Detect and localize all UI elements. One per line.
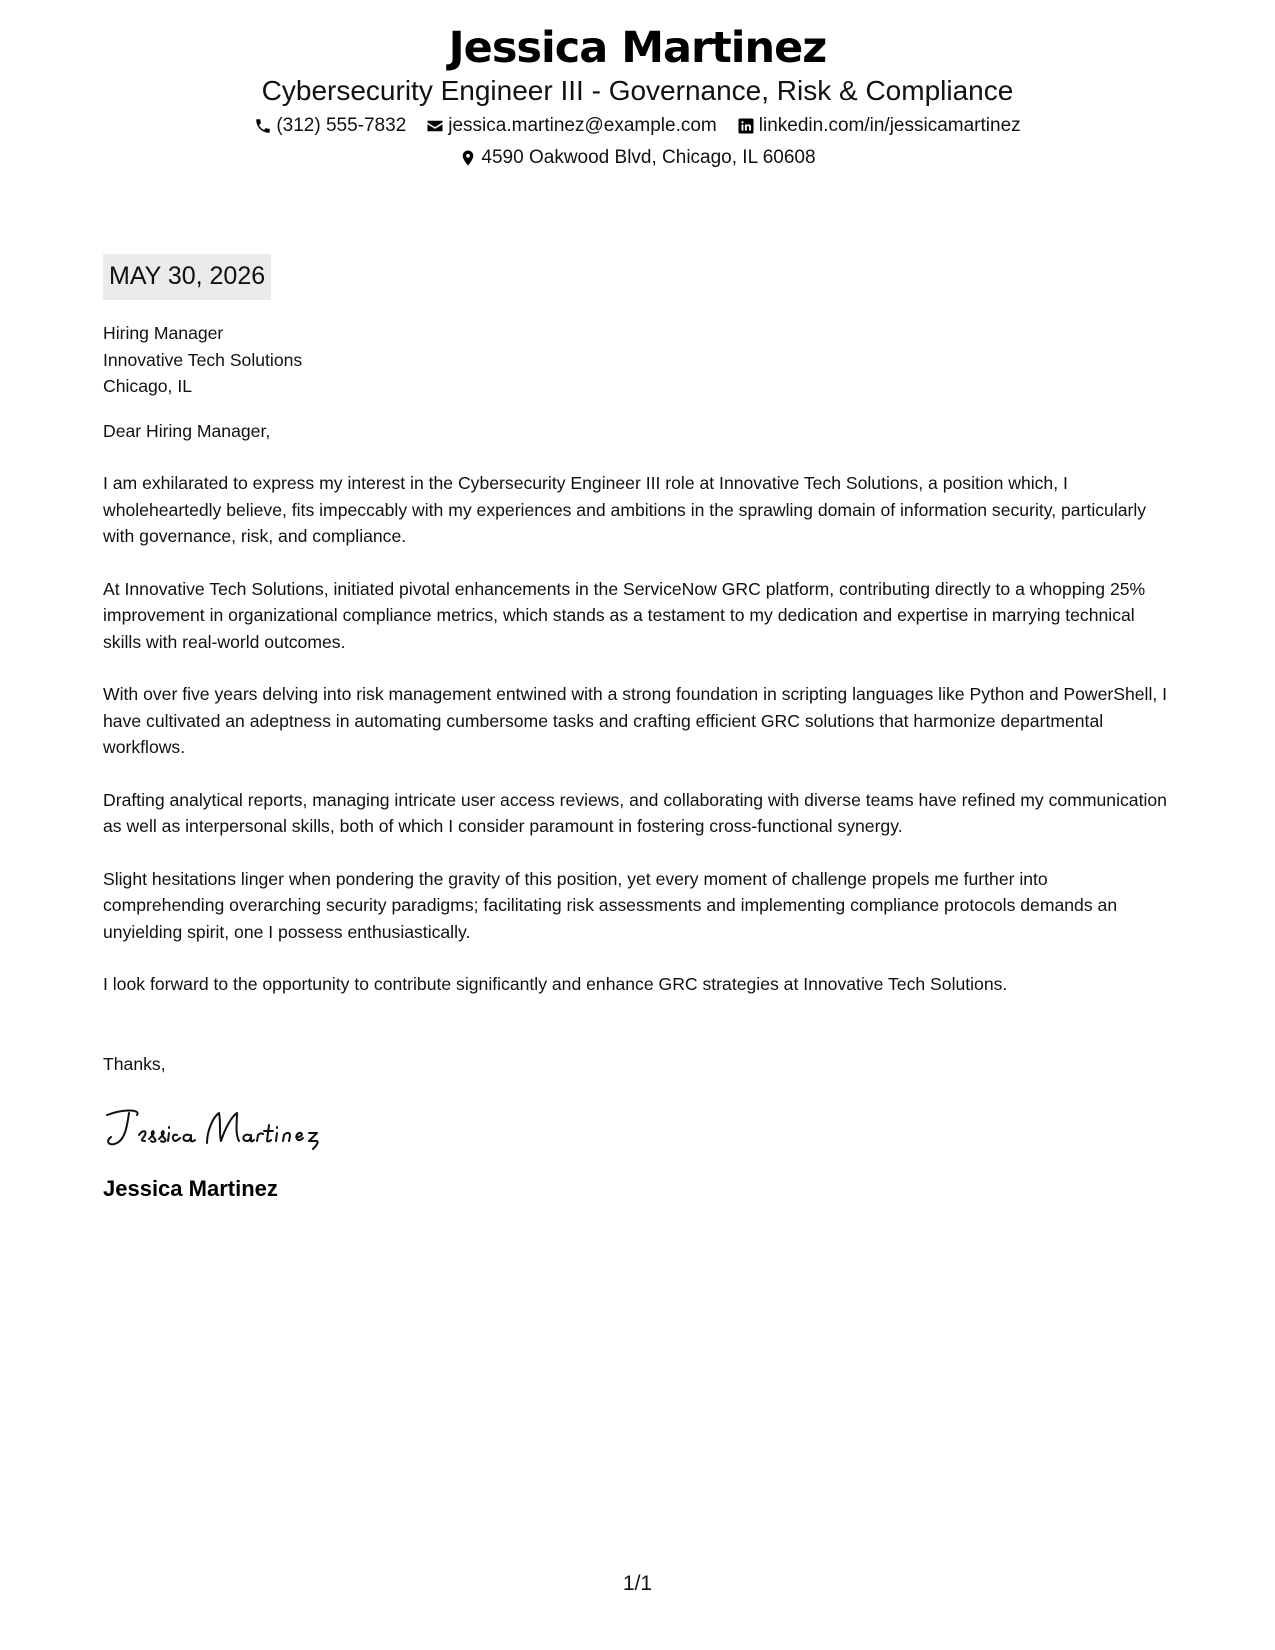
phone-icon: [254, 117, 272, 135]
envelope-icon: [426, 117, 444, 135]
body-paragraph: With over five years delving into risk management entwined with a strong foundation in scripting languages like Python and PowerShell, I have cultivated an adeptness in automating cumbersome tasks and crafting efficient GRC solutions that harmonize departmental workflows.: [103, 684, 1168, 757]
job-title: Cybersecurity Engineer III - Governance, Risk & Compliance: [261, 75, 1014, 106]
body-paragraph: Slight hesitations linger when pondering the gravity of this position, yet every moment of challenge propels me further into comprehending overarching security paradigms; facilitating risk assessments and implementing compliance protocols demands an unyielding spirit, one I possess enthusiastically.: [103, 868, 1118, 942]
letter-date: MAY 30, 2026: [103, 254, 271, 300]
address-row: [0, 146, 1275, 170]
salutation: Dear Hiring Manager,: [103, 420, 271, 441]
page-number: 1/1: [622, 1572, 653, 1595]
body-paragraph: At Innovative Tech Solutions, initiated pivotal enhancements in the ServiceNow GRC platform, contributing directly to a whopping 25% improvement in organizational compliance metrics, which stands as a testament to my dedication and expertise in marrying technical skills with real-world outcomes.: [103, 578, 1146, 652]
map-marker-icon: [459, 149, 477, 167]
recipient-title: Hiring Manager: [103, 323, 224, 343]
contact-phone: [254, 114, 406, 138]
signed-name: Jessica Martinez: [103, 1176, 278, 1201]
body-paragraph: I look forward to the opportunity to contribute significantly and enhance GRC strategies at Innovative Tech Solutions.: [103, 974, 1008, 994]
recipient-location: Chicago, IL: [103, 376, 192, 396]
address-text: 4590 Oakwood Blvd, Chicago, IL 60608: [481, 147, 816, 168]
email-link[interactable]: jessica.martinez@example.com: [448, 115, 717, 136]
phone-text: (312) 555-7832: [276, 115, 407, 136]
letter-header: [0, 22, 1275, 170]
handwritten-signature: [103, 1105, 1173, 1153]
linkedin-link[interactable]: linkedin.com/in/jessicamartinez: [758, 115, 1021, 136]
closing: Thanks,: [103, 1053, 166, 1074]
recipient-company: Innovative Tech Solutions: [103, 349, 303, 370]
linkedin-icon: [737, 117, 755, 135]
contact-email: [426, 114, 717, 138]
body-paragraph: I am exhilarated to express my interest in the Cybersecurity Engineer III role at Innovative Tech Solutions, a position which, I wholeheartedly believe, fits impeccably with my experiences and ambitions in the sprawling domain of information security, particularly with governance, risk, and compliance.: [103, 473, 1147, 546]
contact-address: [459, 146, 815, 170]
recipient-block: [103, 320, 1173, 400]
contact-linkedin: [737, 114, 1021, 138]
contact-row: [0, 114, 1275, 138]
letter-body: [103, 320, 1173, 1203]
applicant-name: Jessica Martinez: [448, 23, 827, 73]
body-paragraph: Drafting analytical reports, managing intricate user access reviews, and collaborating with diverse teams have refined my communication as well as interpersonal skills, both of which I consider paramount in fostering cross-functional synergy.: [103, 789, 1167, 836]
